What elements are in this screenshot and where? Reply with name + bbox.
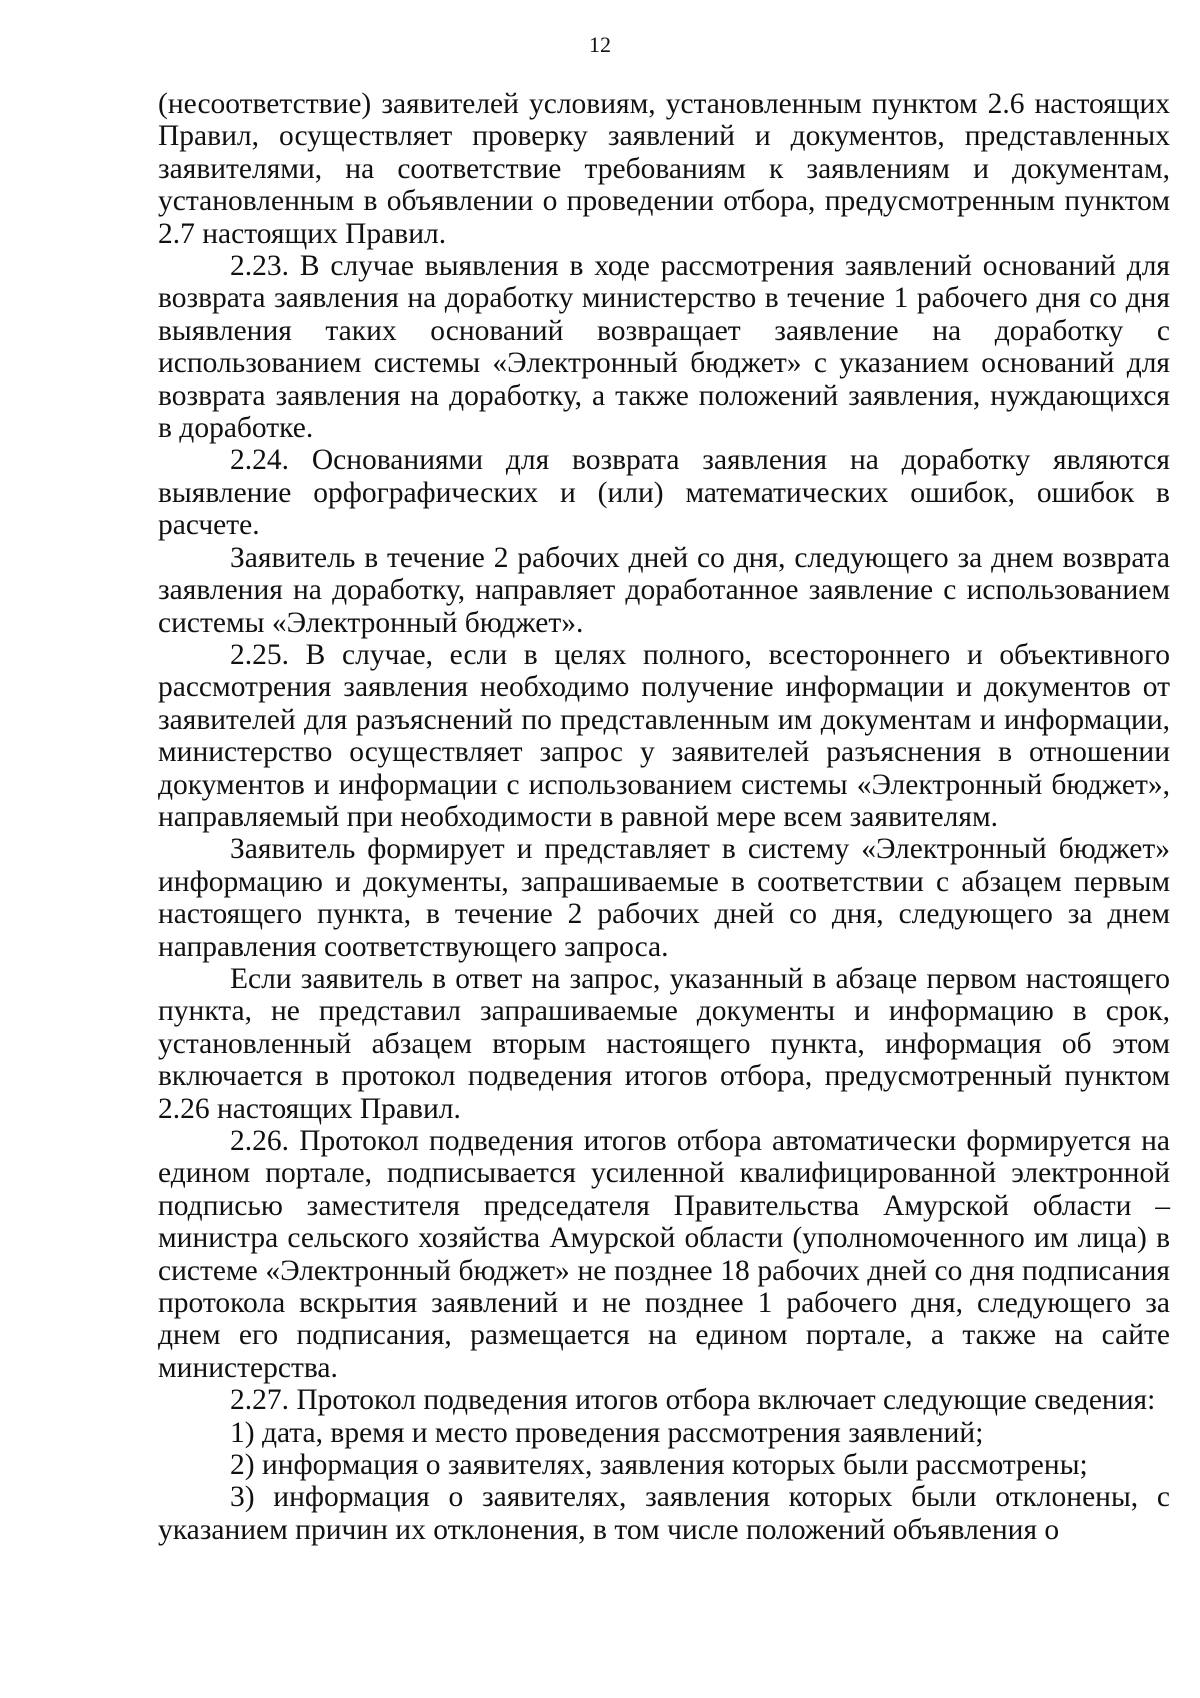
paragraph-2-26: 2.26. Протокол подведения итогов отбора автоматически формируется на едином портале, подписывается усиленной квалифицированной электронной подписью заместителя председателя Правительства Амурской области – министра сельского хозяйства Амурской области (уполномоченного им лица) в системе «Электронный бюджет» не позднее 18 рабочих дней со дня подписания протокола вскрытия заявлений и не позднее 1 рабочего дня, следующего за днем его подписания, размещается на едином портале, а также на сайте министерства. [158,1125,1170,1384]
paragraph-2-24: 2.24. Основаниями для возврата заявления на доработку являются выявление орфографических и (или) математических ошибок, ошибок в расчете. [158,444,1170,542]
paragraph-2-25-applicant: Заявитель формирует и представляет в систему «Электронный бюджет» информацию и документы, запрашиваемые в соответствии с абзацем первым настоящего пункта, в течение 2 рабочих дней со дня, следующего за днем направления соответствующего запроса. [158,833,1170,963]
paragraph-2-27: 2.27. Протокол подведения итогов отбора включает следующие сведения: [230,1384,1156,1417]
list-item-3: 3) информация о заявителях, заявления которых были отклонены, с указанием причин их отклонения, в том числе положений объявления о [158,1481,1170,1546]
paragraph-continuation: (несоответствие) заявителей условиям, установленным пунктом 2.6 настоящих Правил, осуществляет проверку заявлений и документов, представленных заявителями, на соответствие требованиям к заявлениям и документам, установленным в объявлении о проведении отбора, предусмотренным пунктом 2.7 настоящих Правил. [158,88,1170,250]
paragraph-2-25-if-not-provided: Если заявитель в ответ на запрос, указанный в абзаце первом настоящего пункта, не представил запрашиваемые документы и информацию в срок, установленный абзацем вторым настоящего пункта, информация об этом включается в протокол подведения итогов отбора, предусмотренный пунктом 2.26 настоящих Правил. [158,962,1170,1125]
document-body [158,88,1170,1546]
paragraph-2-25: 2.25. В случае, если в целях полного, всестороннего и объективного рассмотрения заявления необходимо получение информации и документов от заявителей для разъяснений по представленным им документам и информации, министерство осуществляет запрос у заявителей разъяснения в отношении документов и информации с использованием системы «Электронный бюджет», направляемый при необходимости в равной мере всем заявителям. [158,638,1170,833]
paragraph-2-23: 2.23. В случае выявления в ходе рассмотрения заявлений оснований для возврата заявления на доработку министерство в течение 1 рабочего дня со дня выявления таких оснований возвращает заявление на доработку с использованием системы «Электронный бюджет» с указанием оснований для возврата заявления на доработку, а также положений заявления, нуждающихся в доработке. [158,250,1170,445]
paragraph-2-24-applicant: Заявитель в течение 2 рабочих дней со дня, следующего за днем возврата заявления на доработку, направляет доработанное заявление с использованием системы «Электронный бюджет». [158,541,1170,639]
list-item-2: 2) информация о заявителях, заявления которых были рассмотрены; [230,1449,1088,1482]
list-item-1: 1) дата, время и место проведения рассмотрения заявлений; [230,1416,984,1449]
page-number: 12 [589,32,611,57]
